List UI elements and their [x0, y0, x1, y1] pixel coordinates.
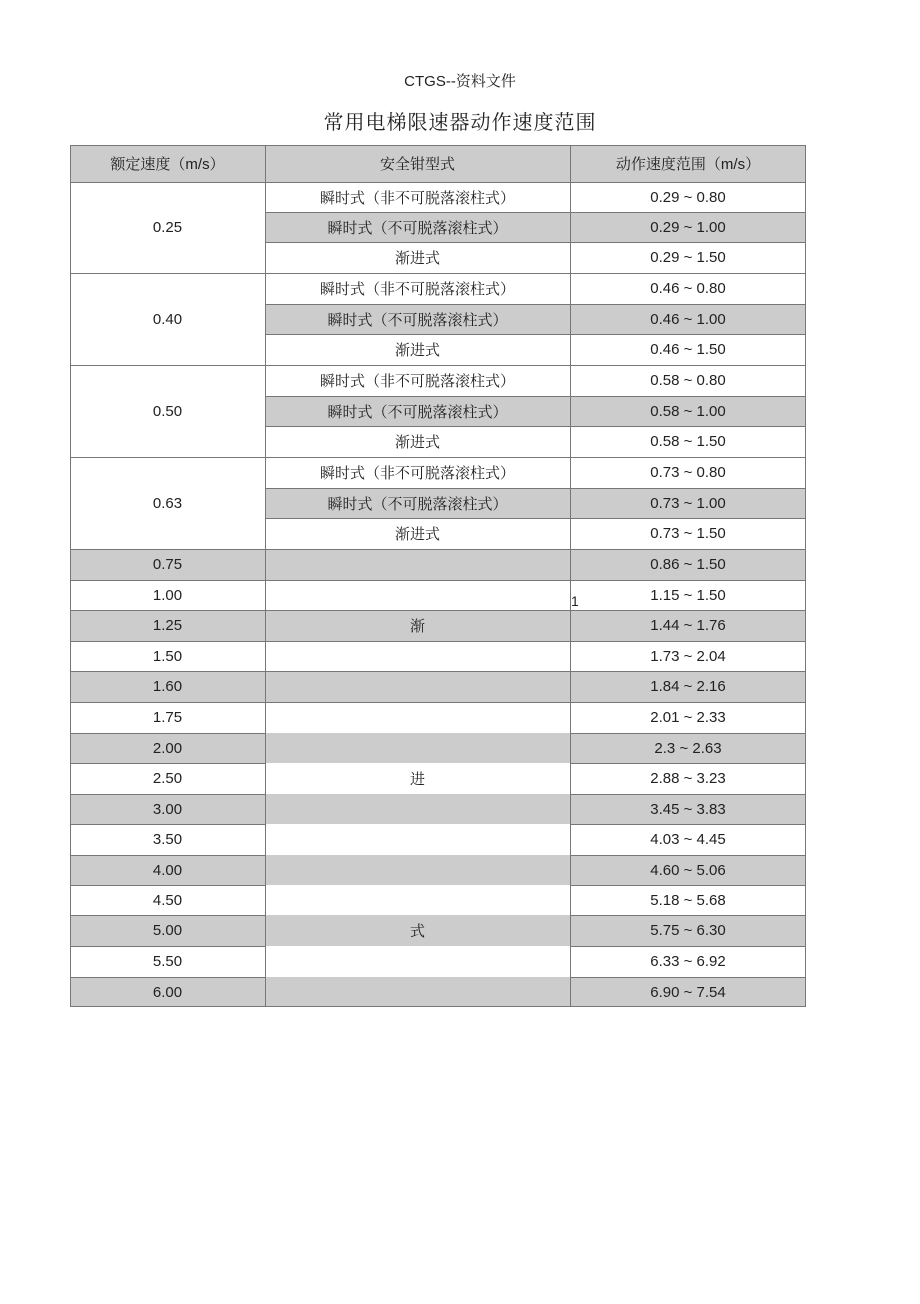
gear-type-bg — [265, 885, 570, 915]
action-range-cell: 0.29 ~ 0.80 — [650, 188, 726, 206]
rated-speed-cell: 2.50 — [152, 770, 183, 787]
action-range-cell: 4.03 ~ 4.45 — [650, 831, 726, 848]
grid-line — [70, 365, 806, 366]
gear-type-bg — [265, 702, 570, 733]
action-range-cell: 0.58 ~ 1.00 — [570, 396, 806, 426]
grid-line — [70, 580, 806, 581]
header-cell: 额定速度（m/s） — [70, 145, 265, 182]
grid-line — [265, 304, 806, 305]
gear-type-cell: 瞬时式（不可脱落滚柱式） — [265, 488, 570, 518]
action-range-cell: 1.73 ~ 2.04 — [650, 647, 726, 665]
action-range-cell: 4.60 ~ 5.06 — [570, 855, 806, 885]
action-range-cell: 0.46 ~ 1.00 — [570, 304, 806, 334]
gear-type-cell: 瞬时式（不可脱落滚柱式） — [265, 304, 570, 334]
action-range-cell: 6.33 ~ 6.92 — [650, 953, 726, 970]
grid-line — [265, 426, 806, 427]
grid-line — [70, 946, 265, 947]
action-range-cell: 0.46 ~ 1.50 — [650, 341, 726, 358]
action-range-cell: 5.18 ~ 5.68 — [650, 891, 726, 909]
grid-line — [570, 977, 806, 978]
rated-speed-cell: 0.75 — [70, 549, 265, 580]
grid-line — [70, 885, 265, 886]
action-range-cell: 1.15 ~ 1.50 — [650, 586, 726, 604]
grid-line — [70, 702, 806, 703]
gear-type-cell: 渐进式 — [394, 434, 440, 451]
rated-speed-cell: 1.50 — [152, 647, 183, 665]
progressive-label-char: 渐 — [409, 618, 425, 635]
grid-line — [70, 977, 265, 978]
grid-line — [70, 273, 806, 274]
gear-type-bg — [265, 671, 570, 702]
action-range-cell: 2.01 ~ 2.33 — [650, 709, 726, 726]
header-cell: 安全钳型式 — [265, 145, 570, 182]
progressive-label-char: 式 — [409, 923, 425, 940]
grid-line — [570, 794, 806, 795]
speed-range-table — [70, 145, 806, 1007]
rated-speed-cell: 1.25 — [70, 610, 265, 641]
action-range-cell: 0.29 ~ 1.50 — [650, 249, 726, 266]
grid-line — [70, 733, 265, 734]
gear-type-bg — [265, 580, 570, 610]
gear-type-bg — [265, 946, 570, 977]
grid-line — [265, 242, 806, 243]
grid-line — [70, 145, 71, 1007]
action-range-cell: 0.86 ~ 1.50 — [570, 549, 806, 580]
action-range-cell: 0.58 ~ 1.50 — [650, 433, 726, 450]
gear-type-bg — [265, 641, 570, 671]
action-range-cell: 0.46 ~ 0.80 — [650, 280, 726, 297]
document-label: CTGS--资料文件 — [404, 73, 516, 90]
gear-type-cell: 瞬时式（非不可脱落滚柱式） — [319, 189, 515, 207]
gear-type-cell: 瞬时式（非不可脱落滚柱式） — [319, 281, 515, 298]
grid-line — [570, 145, 571, 1007]
rated-speed-cell: 6.00 — [70, 977, 265, 1007]
rated-speed-cell: 4.00 — [70, 855, 265, 885]
gear-type-bg — [265, 549, 570, 580]
grid-line — [70, 641, 806, 642]
gear-type-bg — [265, 824, 570, 855]
rated-speed-cell: 5.00 — [70, 915, 265, 946]
grid-line — [70, 610, 806, 611]
gear-type-cell: 瞬时式（非不可脱落滚柱式） — [319, 373, 515, 390]
action-range-cell: 0.73 ~ 1.50 — [650, 525, 726, 542]
grid-line — [805, 145, 806, 1007]
grid-line — [70, 855, 265, 856]
grid-line — [70, 1006, 806, 1007]
grid-line — [570, 855, 806, 856]
grid-line — [265, 145, 266, 1007]
action-range-cell: 0.73 ~ 1.00 — [570, 488, 806, 518]
action-range-cell: 1.44 ~ 1.76 — [570, 610, 806, 641]
rated-speed-cell: 0.40 — [152, 310, 183, 328]
gear-type-cell: 瞬时式（不可脱落滚柱式） — [265, 396, 570, 426]
rated-speed-cell: 3.50 — [152, 831, 183, 848]
grid-line — [70, 794, 265, 795]
action-range-cell: 0.29 ~ 1.00 — [570, 212, 806, 242]
rated-speed-cell: 3.00 — [70, 794, 265, 824]
action-range-cell: 5.75 ~ 6.30 — [570, 915, 806, 946]
gear-type-bg — [265, 794, 570, 824]
grid-line — [570, 763, 806, 764]
action-range-cell: 0.73 ~ 0.80 — [650, 464, 726, 481]
gear-type-cell: 渐进式 — [394, 342, 440, 359]
grid-line — [570, 915, 806, 916]
action-range-cell: 3.45 ~ 3.83 — [570, 794, 806, 824]
action-range-cell: 2.3 ~ 2.63 — [570, 733, 806, 763]
grid-line — [70, 549, 806, 550]
stray-mark: 1 — [571, 593, 579, 609]
gear-type-cell: 瞬时式（不可脱落滚柱式） — [265, 212, 570, 242]
gear-type-bg — [265, 733, 570, 763]
grid-line — [70, 145, 806, 146]
rated-speed-cell: 1.60 — [70, 671, 265, 702]
rated-speed-cell: 0.63 — [152, 494, 183, 512]
grid-line — [265, 396, 806, 397]
rated-speed-cell: 0.25 — [152, 219, 183, 236]
grid-line — [70, 915, 265, 916]
document-title: 常用电梯限速器动作速度范围 — [323, 112, 597, 134]
rated-speed-cell: 2.00 — [70, 733, 265, 763]
grid-line — [570, 946, 806, 947]
rated-speed-cell: 0.50 — [152, 402, 183, 420]
gear-type-bg — [265, 977, 570, 1007]
grid-line — [570, 824, 806, 825]
grid-line — [570, 885, 806, 886]
gear-type-cell: 瞬时式（非不可脱落滚柱式） — [319, 465, 515, 482]
grid-line — [570, 733, 806, 734]
progressive-label-char: 进 — [409, 771, 425, 788]
grid-line — [70, 671, 806, 672]
header-cell: 动作速度范围（m/s） — [570, 145, 806, 182]
gear-type-cell: 渐进式 — [394, 250, 440, 267]
action-range-cell: 2.88 ~ 3.23 — [650, 770, 726, 787]
rated-speed-cell: 5.50 — [152, 953, 183, 970]
gear-type-bg — [265, 855, 570, 885]
gear-type-cell: 渐进式 — [394, 526, 440, 543]
rated-speed-cell: 1.75 — [152, 709, 183, 726]
action-range-cell: 6.90 ~ 7.54 — [570, 977, 806, 1007]
grid-line — [265, 334, 806, 335]
action-range-cell: 1.84 ~ 2.16 — [570, 671, 806, 702]
rated-speed-cell: 4.50 — [152, 891, 183, 909]
rated-speed-cell: 1.00 — [152, 586, 183, 604]
grid-line — [70, 763, 265, 764]
grid-line — [265, 488, 806, 489]
grid-line — [70, 182, 806, 183]
grid-line — [265, 518, 806, 519]
grid-line — [70, 824, 265, 825]
action-range-cell: 0.58 ~ 0.80 — [650, 372, 726, 389]
grid-line — [265, 212, 806, 213]
grid-line — [70, 457, 806, 458]
